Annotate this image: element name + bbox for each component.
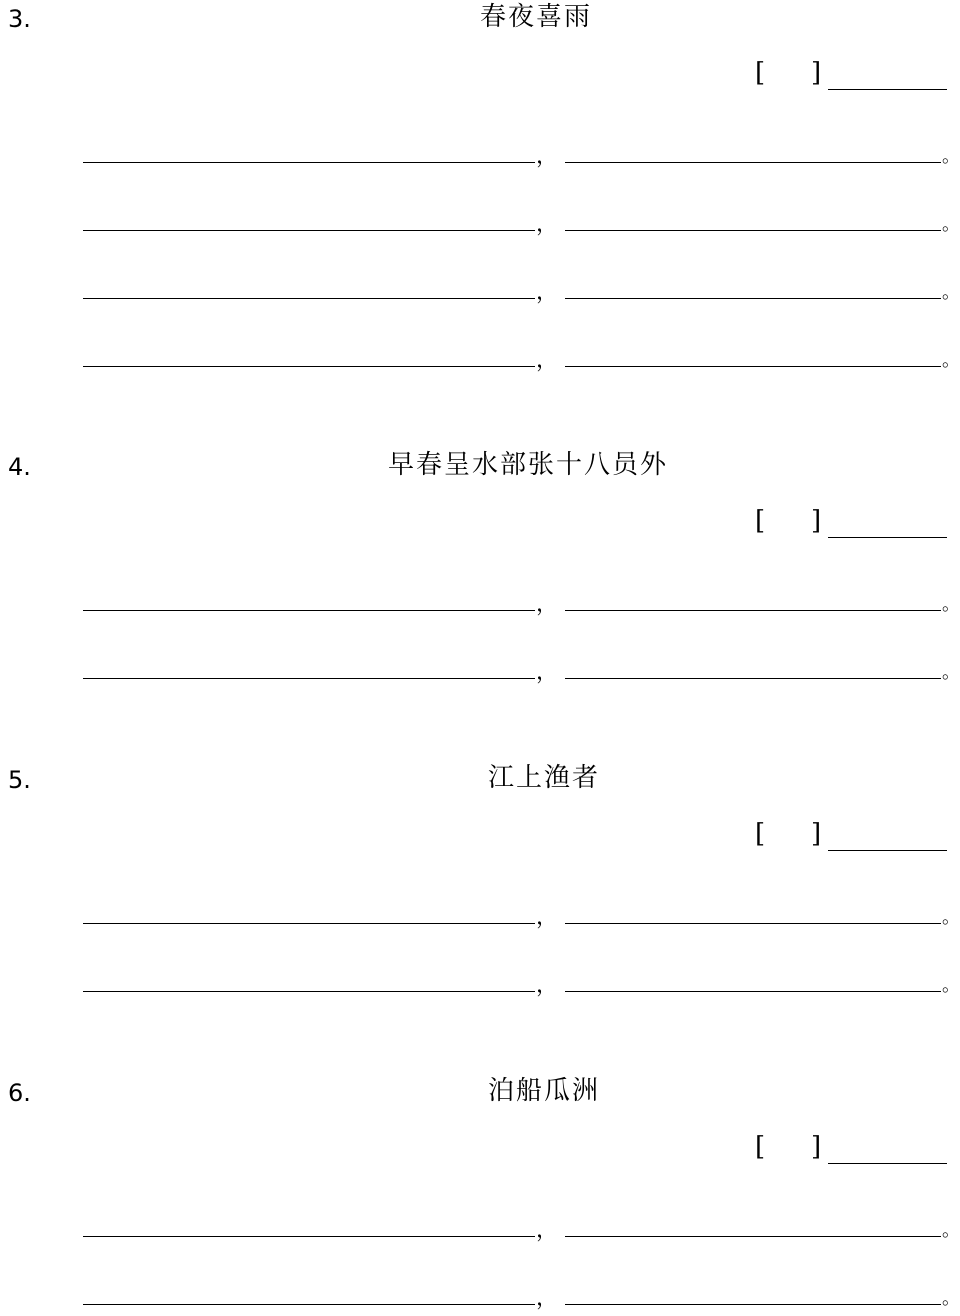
answer-blank-first-half[interactable] [83, 1236, 535, 1237]
author-answer-line[interactable] [828, 89, 947, 90]
period: 。 [942, 350, 960, 371]
answer-blank-second-half[interactable] [565, 230, 941, 231]
answer-blank-first-half[interactable] [83, 366, 535, 367]
period: 。 [942, 282, 960, 303]
author-bracket-close: ] [811, 1132, 822, 1162]
period: 。 [942, 594, 960, 615]
answer-blank-second-half[interactable] [565, 1236, 941, 1237]
poem-title: 江上渔者 [488, 763, 601, 793]
author-answer-line[interactable] [828, 537, 947, 538]
poem-title: 早春呈水部张十八员外 [388, 450, 669, 480]
question-number: 3. [8, 5, 31, 33]
answer-blank-second-half[interactable] [565, 610, 941, 611]
answer-blank-first-half[interactable] [83, 991, 535, 992]
period: 。 [942, 662, 960, 683]
poem-title: 春夜喜雨 [480, 2, 593, 32]
answer-row [0, 1212, 960, 1246]
author-field[interactable] [755, 58, 947, 92]
period: 。 [942, 1220, 960, 1241]
answer-blank-second-half[interactable] [565, 1304, 941, 1305]
answer-blank-first-half[interactable] [83, 162, 535, 163]
author-bracket-open: [ [755, 819, 766, 849]
answer-blank-second-half[interactable] [565, 923, 941, 924]
author-field[interactable] [755, 506, 947, 540]
answer-row [0, 586, 960, 620]
comma: ， [536, 212, 559, 237]
comma: ， [536, 280, 559, 305]
comma: ， [536, 973, 559, 998]
comma: ， [536, 905, 559, 930]
comma: ， [536, 1218, 559, 1243]
answer-blank-first-half[interactable] [83, 610, 535, 611]
answer-row [0, 138, 960, 172]
answer-blank-first-half[interactable] [83, 923, 535, 924]
comma: ， [536, 592, 559, 617]
answer-row [0, 1280, 960, 1314]
answer-blank-second-half[interactable] [565, 366, 941, 367]
author-bracket-open: [ [755, 1132, 766, 1162]
author-bracket-close: ] [811, 819, 822, 849]
answer-row [0, 654, 960, 688]
period: 。 [942, 214, 960, 235]
answer-row [0, 899, 960, 933]
answer-blank-second-half[interactable] [565, 991, 941, 992]
answer-blank-second-half[interactable] [565, 162, 941, 163]
author-answer-line[interactable] [828, 1163, 947, 1164]
comma: ， [536, 1286, 559, 1311]
answer-blank-first-half[interactable] [83, 678, 535, 679]
question-number: 5. [8, 766, 31, 794]
question-number: 4. [8, 453, 31, 481]
answer-row [0, 967, 960, 1001]
answer-row [0, 342, 960, 376]
answer-blank-first-half[interactable] [83, 1304, 535, 1305]
period: 。 [942, 907, 960, 928]
author-field[interactable] [755, 819, 947, 853]
answer-blank-second-half[interactable] [565, 298, 941, 299]
author-bracket-close: ] [811, 58, 822, 88]
answer-blank-second-half[interactable] [565, 678, 941, 679]
answer-row [0, 206, 960, 240]
question-number: 6. [8, 1079, 31, 1107]
period: 。 [942, 1288, 960, 1309]
poem-title: 泊船瓜洲 [488, 1076, 601, 1106]
author-field[interactable] [755, 1132, 947, 1166]
comma: ， [536, 660, 559, 685]
author-bracket-open: [ [755, 58, 766, 88]
period: 。 [942, 975, 960, 996]
answer-row [0, 274, 960, 308]
author-bracket-open: [ [755, 506, 766, 536]
answer-blank-first-half[interactable] [83, 298, 535, 299]
author-bracket-close: ] [811, 506, 822, 536]
comma: ， [536, 348, 559, 373]
period: 。 [942, 146, 960, 167]
answer-blank-first-half[interactable] [83, 230, 535, 231]
comma: ， [536, 144, 559, 169]
author-answer-line[interactable] [828, 850, 947, 851]
